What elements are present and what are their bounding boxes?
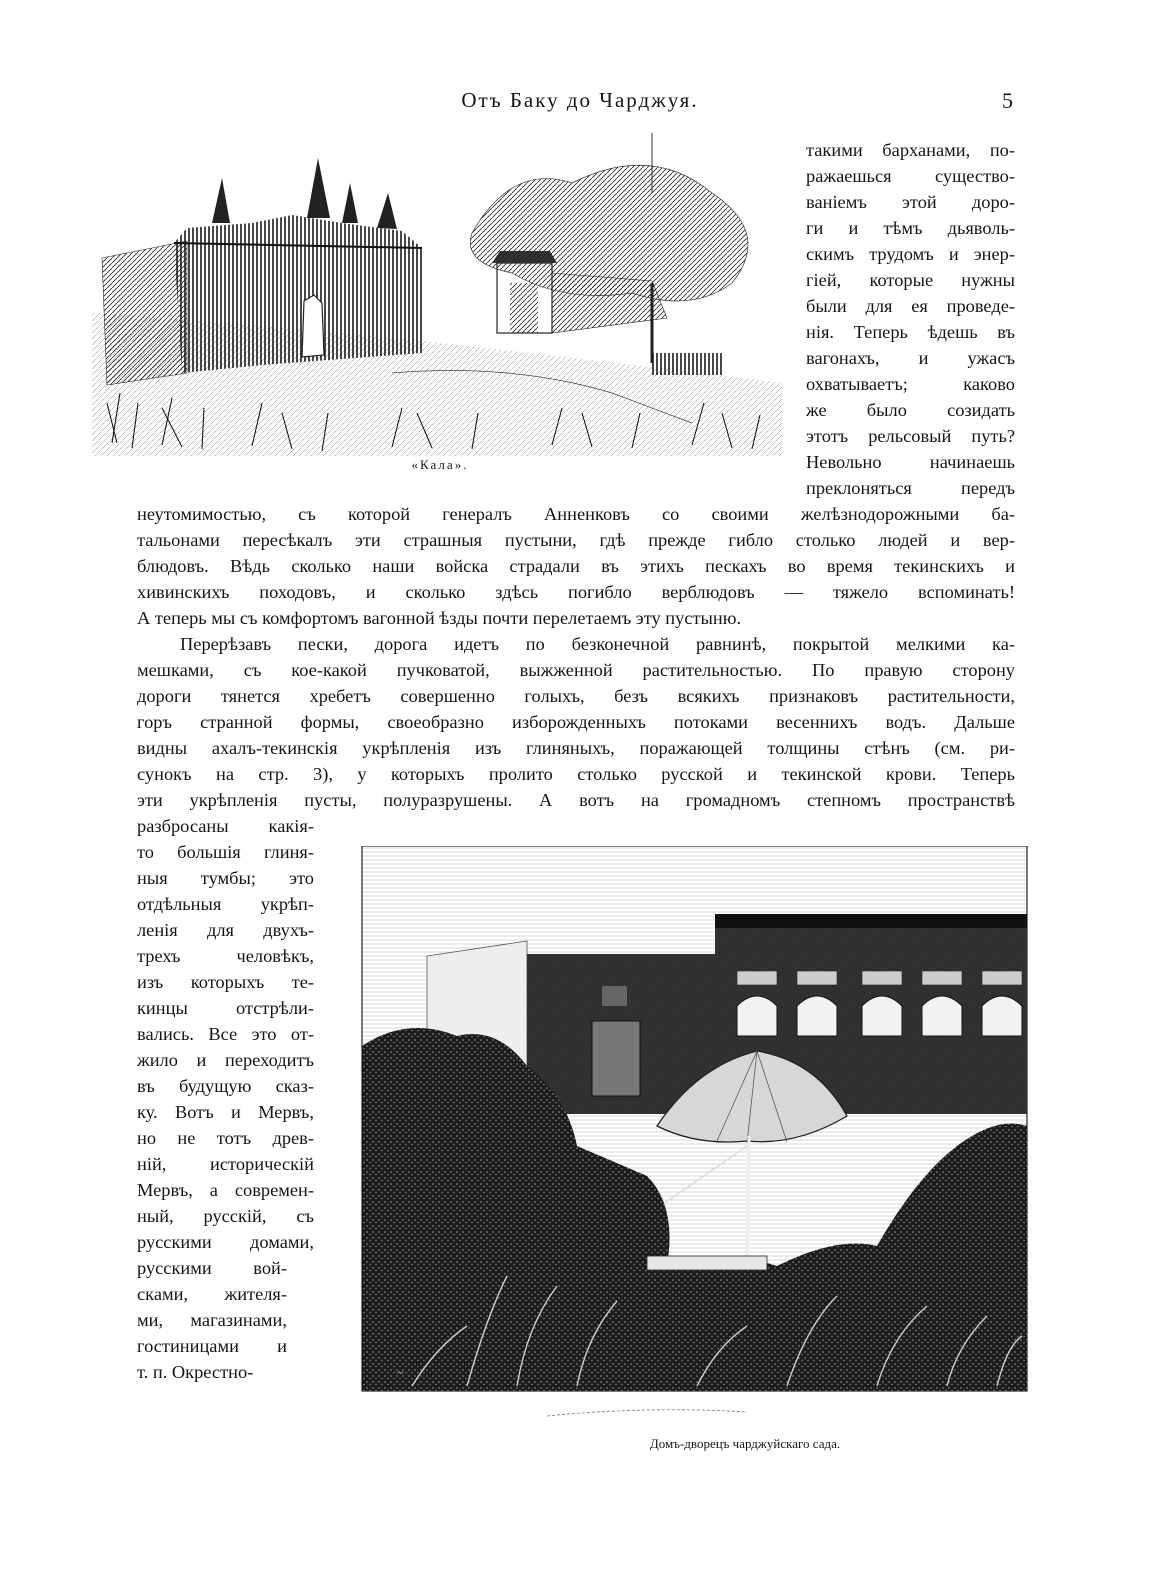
text-line: ми, магазинами,: [137, 1310, 287, 1330]
text-line: ку. Вотъ и Мервъ,: [137, 1102, 314, 1122]
text-line: жило и переходитъ: [137, 1050, 314, 1070]
text-line: сунокъ на стр. 3), у которыхъ пролито столько русской и текинской крови. Теперь: [137, 764, 1015, 784]
text-line: ваніемъ этой доро-: [806, 192, 1015, 212]
text-line: но не тотъ древ-: [137, 1128, 314, 1148]
text-line: мешками, съ кое-какой пучковатой, выжженной растительностью. По правую сторону: [137, 660, 1015, 680]
text-line: преклоняться передъ: [806, 478, 1015, 498]
text-line: этотъ рельсовый путь?: [806, 426, 1015, 446]
text-line: кинцы отстрѣли-: [137, 998, 314, 1018]
page-number: 5: [1002, 88, 1013, 113]
text-line: Перерѣзавъ пески, дорога идетъ по безконечной равнинѣ, покрытой мелкими ка-: [180, 634, 1015, 654]
text-line: охватываетъ; каково: [806, 374, 1015, 394]
text-line: вагонахъ, и ужасъ: [806, 348, 1015, 368]
text-line: въ будущую сказ-: [137, 1076, 314, 1096]
text-line: отдѣльныя укрѣп-: [137, 894, 314, 914]
text-line: блюдовъ. Вѣдь сколько наши войска страдали въ этихъ пескахъ во время текинскихъ и: [137, 556, 1015, 576]
text-line: были для ея проведе-: [806, 296, 1015, 316]
text-line: т. п. Окрестно-: [137, 1362, 254, 1382]
text-line: неутомимостью, съ которой генералъ Анненковъ со своими желѣзнодорожными ба-: [137, 504, 1015, 524]
text-line: нія. Теперь ѣдешь въ: [806, 322, 1015, 342]
text-line: горъ странной формы, своеобразно изборожденныхъ потоками весеннихъ водъ. Дальше: [137, 712, 1015, 732]
text-line: изъ которыхъ те-: [137, 972, 314, 992]
text-line: эти укрѣпленія пусты, полуразрушены. А вотъ на громадномъ степномъ пространствѣ: [137, 790, 1015, 810]
palace-garden-engraving: [317, 846, 1032, 1431]
kala-engraving: [92, 123, 782, 456]
text-line: тальонами пересѣкалъ эти страшныя пустыни, гдѣ прежде гибло столько людей и вер-: [137, 530, 1015, 550]
text-line: сками, жителя-: [137, 1284, 287, 1304]
text-line: ный, русскій, съ: [137, 1206, 314, 1226]
text-line: Мервъ, а современ-: [137, 1180, 314, 1200]
page-title: Отъ Баку до Чарджуя.: [461, 88, 699, 112]
text-line: же было созидать: [806, 400, 1015, 420]
figure-caption-kala: «Кала».: [411, 457, 469, 472]
text-line: скимъ трудомъ и энер-: [806, 244, 1015, 264]
text-line: видны ахалъ-текинскія укрѣпленія изъ глиняныхъ, поражающей толщины стѣнъ (см. ри-: [137, 738, 1015, 758]
svg-text:~: ~: [397, 1367, 403, 1379]
text-line: ныя тумбы; это: [137, 868, 314, 888]
text-line: трехъ человѣкъ,: [137, 946, 314, 966]
text-line: ги и тѣмъ дьяволь-: [806, 218, 1015, 238]
text-line: ленія для двухъ-: [137, 920, 314, 940]
figure-caption-palace: Домъ-дворецъ чарджуйскаго сада.: [649, 1436, 841, 1451]
text-line: русскими вой-: [137, 1258, 287, 1278]
text-line: гіей, которые нужны: [806, 270, 1015, 290]
text-line: дороги тянется хребетъ совершенно голыхъ, безъ всякихъ признаковъ растительности,: [137, 686, 1015, 706]
text-line: разбросаны какія-: [137, 816, 314, 836]
running-head: [0, 88, 1163, 118]
text-line: русскими домами,: [137, 1232, 314, 1252]
text-line: ражаешься существо-: [806, 166, 1015, 186]
text-line: А теперь мы съ комфортомъ вагонной ѣзды почти перелетаемъ эту пустыню.: [137, 608, 742, 628]
text-line: такими барханами, по-: [806, 140, 1015, 160]
text-line: гостиницами и: [137, 1336, 287, 1356]
text-line: Невольно начинаешь: [806, 452, 1015, 472]
text-line: вались. Все это от-: [137, 1024, 314, 1044]
text-line: то большія глиня-: [137, 842, 314, 862]
text-line: ній, историческій: [137, 1154, 314, 1174]
text-line: хивинскихъ походовъ, и сколько здѣсь погибло верблюдовъ — тяжело вспоминать!: [137, 582, 1015, 602]
